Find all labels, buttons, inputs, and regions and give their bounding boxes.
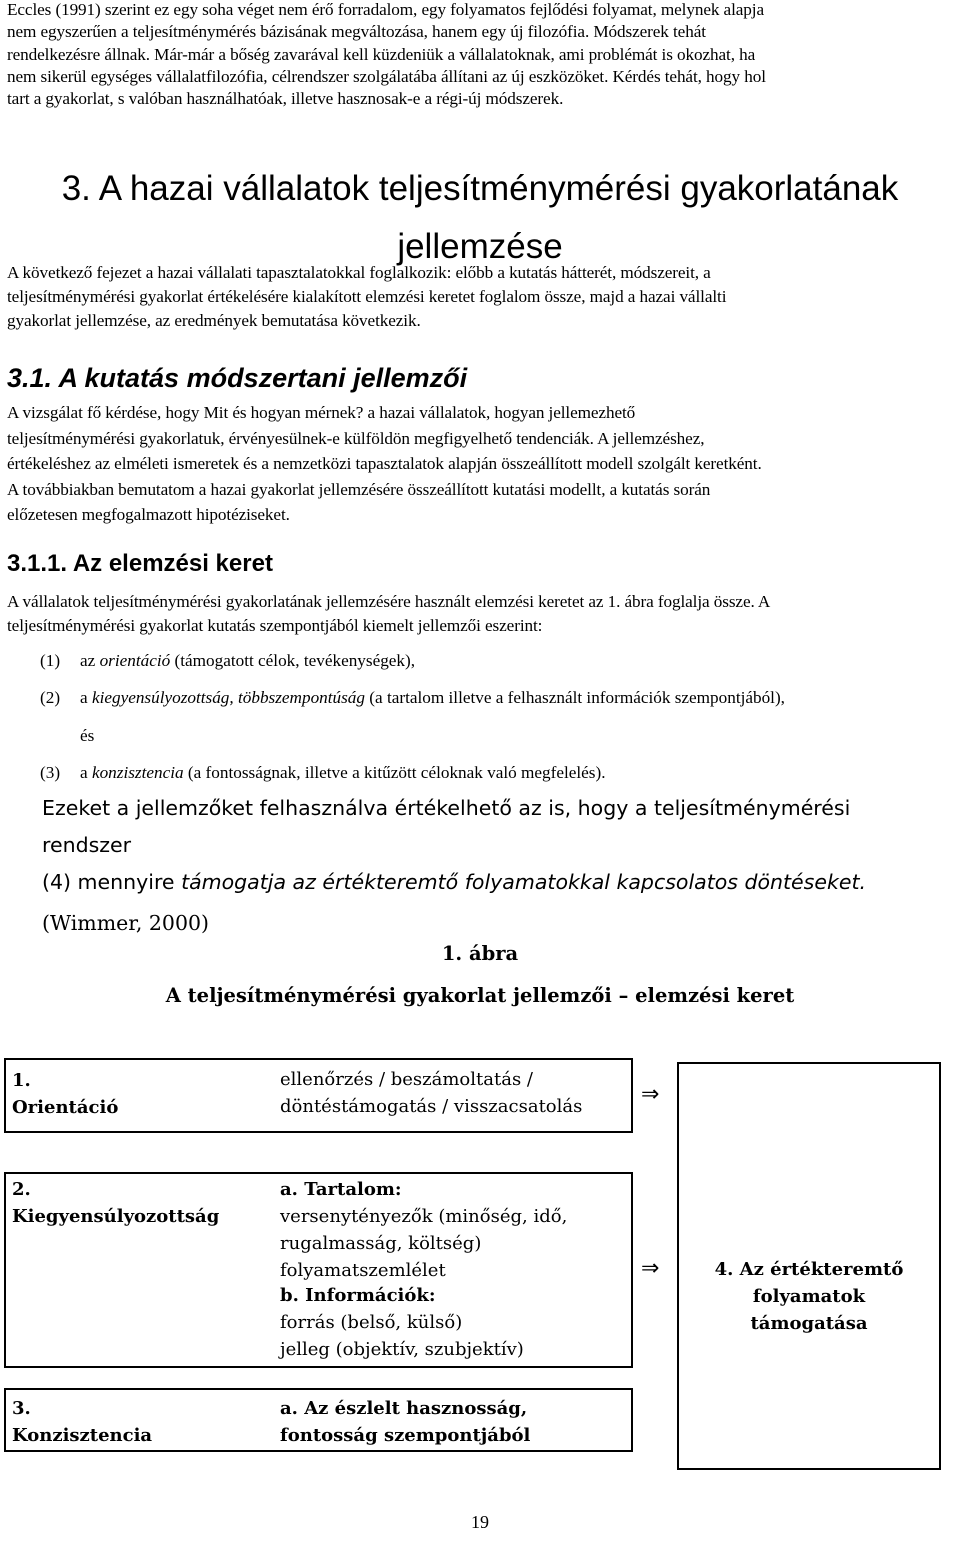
item-4 bbox=[42, 864, 942, 901]
list-item-text: az bbox=[80, 651, 100, 670]
section-3-1-line: A vizsgálat fő kérdése, hogy Mit és hogyan mérnek? a hazai vállalatok, hogyan jellemezhető bbox=[7, 403, 636, 422]
section-3-1-line: A továbbiakban bemutatom a hazai gyakorlat jellemzésére összeállított kutatási modellt, a kutatás során bbox=[7, 479, 711, 499]
section-3-line: A következő fejezet a hazai vállalati tapasztalatokkal foglalkozik: előbb a kutatás hátterét, módszereit, a bbox=[7, 263, 711, 282]
evaluation-line: Ezeket a jellemzőket felhasználva értékelhető az is, hogy a teljesítménymérési bbox=[42, 796, 851, 820]
box-3-line: fontosság szempontjából bbox=[280, 1425, 531, 1446]
box-3-number: 3. bbox=[12, 1398, 31, 1419]
box-2-label: Kiegyensúlyozottság bbox=[12, 1206, 220, 1227]
section-3-1-line: előzetesen megfogalmazott hipotéziseket. bbox=[7, 505, 290, 525]
box-2-number: 2. bbox=[12, 1179, 31, 1200]
section-3-line: teljesítménymérési gyakorlat értékelésére kialakított elemzési keretet foglalom össze, majd a hazai vállalti bbox=[7, 287, 727, 306]
box-2-line: jelleg (objektív, szubjektív) bbox=[280, 1339, 524, 1360]
list-item bbox=[40, 650, 415, 672]
list-item-number: (2) bbox=[40, 688, 61, 707]
box-4-line: támogatása bbox=[750, 1313, 868, 1334]
box-2-line: versenytényezők (minőség, idő, bbox=[280, 1206, 568, 1227]
section-3-1-1-line: A vállalatok teljesítménymérési gyakorlatának jellemzésére használt elemzési keretet az 1. ábra foglalja össze. A bbox=[7, 592, 771, 611]
intro-line: tart a gyakorlat, s valóban használhatóak, illetve hasznosak-e a régi-új módszerek. bbox=[7, 89, 564, 109]
section-3-title-line1: 3. A hazai vállalatok teljesítménymérési gyakorlatának bbox=[61, 169, 899, 208]
section-3-1-paragraph bbox=[7, 400, 957, 528]
figure-number: 1. ábra bbox=[441, 942, 519, 965]
box-4-line: folyamatok bbox=[752, 1286, 866, 1307]
list-item-number: (1) bbox=[40, 651, 61, 670]
intro-line: nem sikerül egységes vállalatfilozófia, célrendszer szolgálatába állítani az új eszközöket. Kérdés tehát, hogy hol bbox=[7, 66, 766, 86]
citation: (Wimmer, 2000) bbox=[42, 911, 210, 935]
arrow-icon: ⇒ bbox=[641, 1256, 660, 1281]
list-item-text: (a fontosságnak, illetve a kitűzött céloknak való megfelelés). bbox=[183, 763, 606, 782]
section-3-heading bbox=[0, 160, 960, 276]
list-item bbox=[40, 762, 606, 784]
box-3-label: Konzisztencia bbox=[12, 1425, 153, 1446]
intro-paragraph bbox=[7, 0, 957, 110]
arrow-icon: ⇒ bbox=[641, 1082, 660, 1107]
item-4-text: (4) mennyire bbox=[42, 870, 182, 894]
box-1-line: döntéstámogatás / visszacsatolás bbox=[280, 1096, 583, 1117]
box-4-line: 4. Az értékteremtő bbox=[714, 1259, 904, 1280]
evaluation-paragraph bbox=[42, 790, 942, 901]
list-item-text: a bbox=[80, 763, 92, 782]
section-3-line: gyakorlat jellemzése, az eredmények bemutatása következik. bbox=[7, 311, 421, 330]
page-number: 19 bbox=[471, 1512, 489, 1532]
intro-line: nem egyszerűen a teljesítménymérés bázisának megváltozása, hanem egy új filozófia. Módszerek tehát bbox=[7, 22, 706, 42]
box-1-line: ellenőrzés / beszámoltatás / bbox=[280, 1069, 533, 1090]
list-item-emphasis: konzisztencia bbox=[91, 763, 184, 782]
section-3-1-heading: 3.1. A kutatás módszertani jellemzői bbox=[7, 363, 468, 393]
box-3-line: a. Az észlelt hasznosság, bbox=[280, 1398, 528, 1419]
box-1-label: Orientáció bbox=[12, 1097, 119, 1118]
list-item-number: (3) bbox=[40, 763, 61, 782]
box-2-a-title: a. Tartalom: bbox=[280, 1179, 402, 1200]
evaluation-line: rendszer bbox=[42, 833, 132, 857]
list-item-text: (támogatott célok, tevékenységek), bbox=[170, 651, 416, 670]
box-2-line: folyamatszemlélet bbox=[280, 1260, 446, 1281]
section-3-paragraph bbox=[7, 261, 957, 333]
section-3-1-1-line: teljesítménymérési gyakorlat kutatás szempontjából kiemelt jellemzői eszerint: bbox=[7, 616, 543, 635]
section-3-1-line: értékeléshez az elméleti ismeretek és a nemzetközi tapasztalatok alapján összeállított modell szolgált keretként. bbox=[7, 454, 762, 474]
box-2-line: rugalmasság, költség) bbox=[280, 1233, 482, 1254]
section-3-title-line2: jellemzése bbox=[397, 227, 563, 266]
section-3-1-1-paragraph bbox=[7, 590, 957, 638]
list-item-continuation: és bbox=[80, 726, 95, 745]
section-3-1-1-heading: 3.1.1. Az elemzési keret bbox=[7, 550, 273, 577]
figure-caption: A teljesítménymérési gyakorlat jellemzői – elemzési keret bbox=[165, 984, 795, 1007]
box-2-line: forrás (belső, külső) bbox=[280, 1312, 463, 1333]
list-item-emphasis: orientáció bbox=[99, 651, 171, 670]
list-item-text: a bbox=[80, 688, 92, 707]
intro-line: Eccles (1991) szerint ez egy soha véget nem érő forradalom, egy folyamatos fejlődési folyamat, melynek alapja bbox=[7, 0, 764, 19]
list-item bbox=[40, 687, 785, 709]
section-3-1-line: teljesítménymérési gyakorlatuk, érvényesülnek-e külföldön megfigyelhető tendenciák. A jellemzéshez, bbox=[7, 428, 705, 448]
item-4-emphasis: támogatja az értékteremtő folyamatokkal kapcsolatos döntéseket. bbox=[181, 870, 867, 894]
list-item-emphasis: kiegyensúlyozottság, többszempontúság bbox=[91, 688, 365, 707]
box-2-b-title: b. Információk: bbox=[280, 1285, 436, 1306]
box-1-number: 1. bbox=[12, 1070, 31, 1091]
intro-line: rendelkezésre állnak. Már-már a bőség zavarával kell küzdeniük a vállalatoknak, ami problémát is okozhat, ha bbox=[7, 44, 756, 64]
list-item-text: (a tartalom illetve a felhasznált információk szempontjából), bbox=[365, 688, 785, 707]
